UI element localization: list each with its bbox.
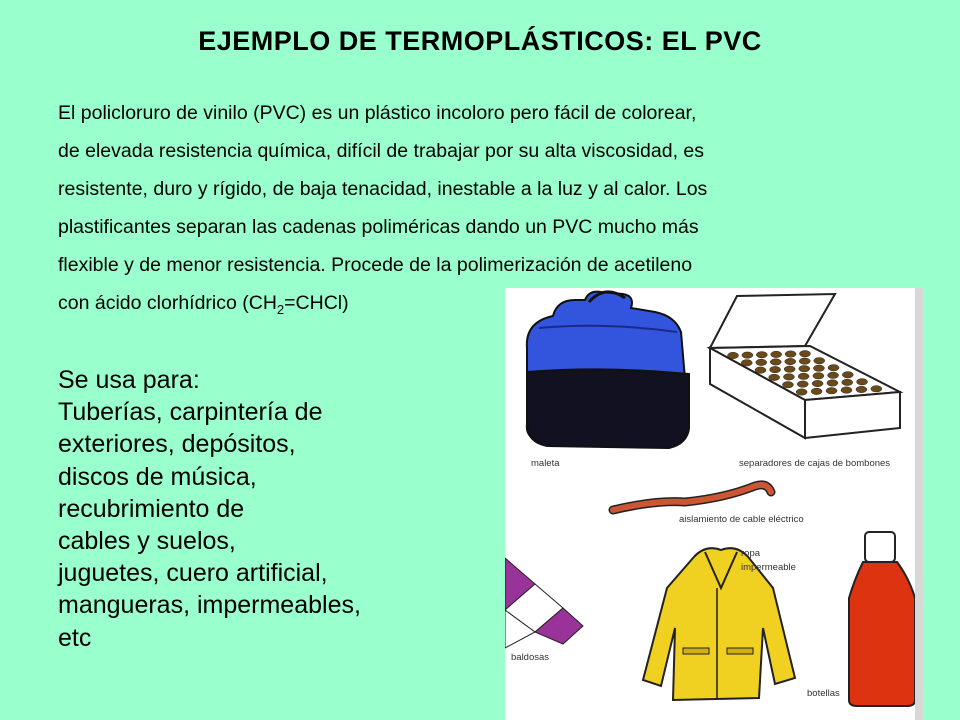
paragraph-line: plastificantes separan las cadenas poliméricas dando un PVC mucho más: [58, 216, 699, 238]
chocolate-piece: [742, 352, 753, 358]
paragraph-line: El policloruro de vinilo (PVC) es un plástico incoloro pero fácil de colorear,: [58, 102, 697, 124]
chocolate-piece: [856, 386, 867, 392]
chocolate-piece: [796, 389, 807, 395]
chocolate-piece: [798, 373, 809, 379]
chocolate-piece: [813, 373, 824, 379]
formula-prefix: con ácido clorhídrico (CH: [58, 292, 277, 314]
caption-botellas: botellas: [807, 688, 840, 699]
pvc-products-illustration: [505, 288, 923, 720]
chocolate-piece: [782, 382, 793, 388]
chocolate-piece: [812, 380, 823, 386]
chocolate-piece: [799, 350, 810, 356]
caption-impermeable: impermeable: [741, 562, 796, 573]
caption-separadores: separadores de cajas de bombones: [739, 458, 891, 469]
chocolate-piece: [785, 358, 796, 364]
caption-cable: aislamiento de cable eléctrico: [679, 514, 804, 525]
chocolate-piece: [811, 388, 822, 394]
uses-line: Tuberías, carpintería de: [58, 398, 323, 427]
chocolate-piece: [783, 374, 794, 380]
paragraph-line: flexible y de menor resistencia. Procede de la polimerización de acetileno: [58, 254, 693, 276]
chocolate-piece: [842, 372, 853, 378]
chocolate-piece: [828, 372, 839, 378]
chocolate-piece: [799, 365, 810, 371]
chocolate-piece: [814, 358, 825, 364]
uses-line: cables y suelos,: [58, 527, 236, 556]
chocolate-piece: [770, 366, 781, 372]
caption-ropa: ropa: [741, 548, 761, 559]
uses-line: etc: [58, 623, 92, 652]
chocolate-piece: [797, 381, 808, 387]
chocolate-piece: [828, 365, 839, 371]
chocolate-piece: [842, 379, 853, 385]
chocolate-piece: [857, 379, 868, 385]
chocolate-piece: [755, 367, 766, 373]
uses-line: exteriores, depósitos,: [58, 430, 296, 459]
scan-edge-strip: [915, 288, 923, 720]
chocolate-piece: [756, 352, 767, 358]
formula-suffix: =CHCl): [284, 292, 349, 314]
caption-maleta: maleta: [531, 458, 560, 469]
chocolate-piece: [756, 359, 767, 365]
paragraph-line: de elevada resistencia química, difícil de trabajar por su alta viscosidad, es: [58, 140, 705, 162]
uses-line: discos de música,: [58, 462, 257, 491]
chocolate-piece: [784, 366, 795, 372]
chocolate-piece: [769, 374, 780, 380]
chocolate-box-image: [710, 294, 900, 438]
chocolate-piece: [841, 387, 852, 393]
tiles-image: [505, 558, 583, 648]
page-title: EJEMPLO DE TERMOPLÁSTICOS: EL PVC: [198, 26, 762, 56]
uses-line: mangueras, impermeables,: [58, 591, 361, 620]
uses-heading: Se usa para:: [58, 366, 200, 394]
chocolate-piece: [826, 388, 837, 394]
suitcase-image: [527, 292, 689, 448]
chocolate-piece: [813, 365, 824, 371]
chocolate-piece: [799, 358, 810, 364]
products-drawing: [505, 288, 923, 720]
chocolate-piece: [785, 351, 796, 357]
paragraph-line: resistente, duro y rígido, de baja tenacidad, inestable a la luz y al calor. Los: [58, 178, 708, 200]
chocolate-piece: [827, 380, 838, 386]
chocolate-piece: [728, 352, 739, 358]
cable-image: [613, 485, 771, 510]
chocolate-piece: [771, 351, 782, 357]
uses-line: juguetes, cuero artificial,: [58, 559, 328, 588]
chocolate-piece: [871, 386, 882, 392]
chocolate-piece: [741, 360, 752, 366]
uses-line: recubrimiento de: [58, 494, 245, 523]
formula-subscript: 2: [276, 301, 285, 317]
uses-list: [58, 364, 498, 654]
chocolate-piece: [770, 359, 781, 365]
caption-baldosas: baldosas: [511, 652, 550, 663]
bottle-image: [849, 532, 915, 706]
